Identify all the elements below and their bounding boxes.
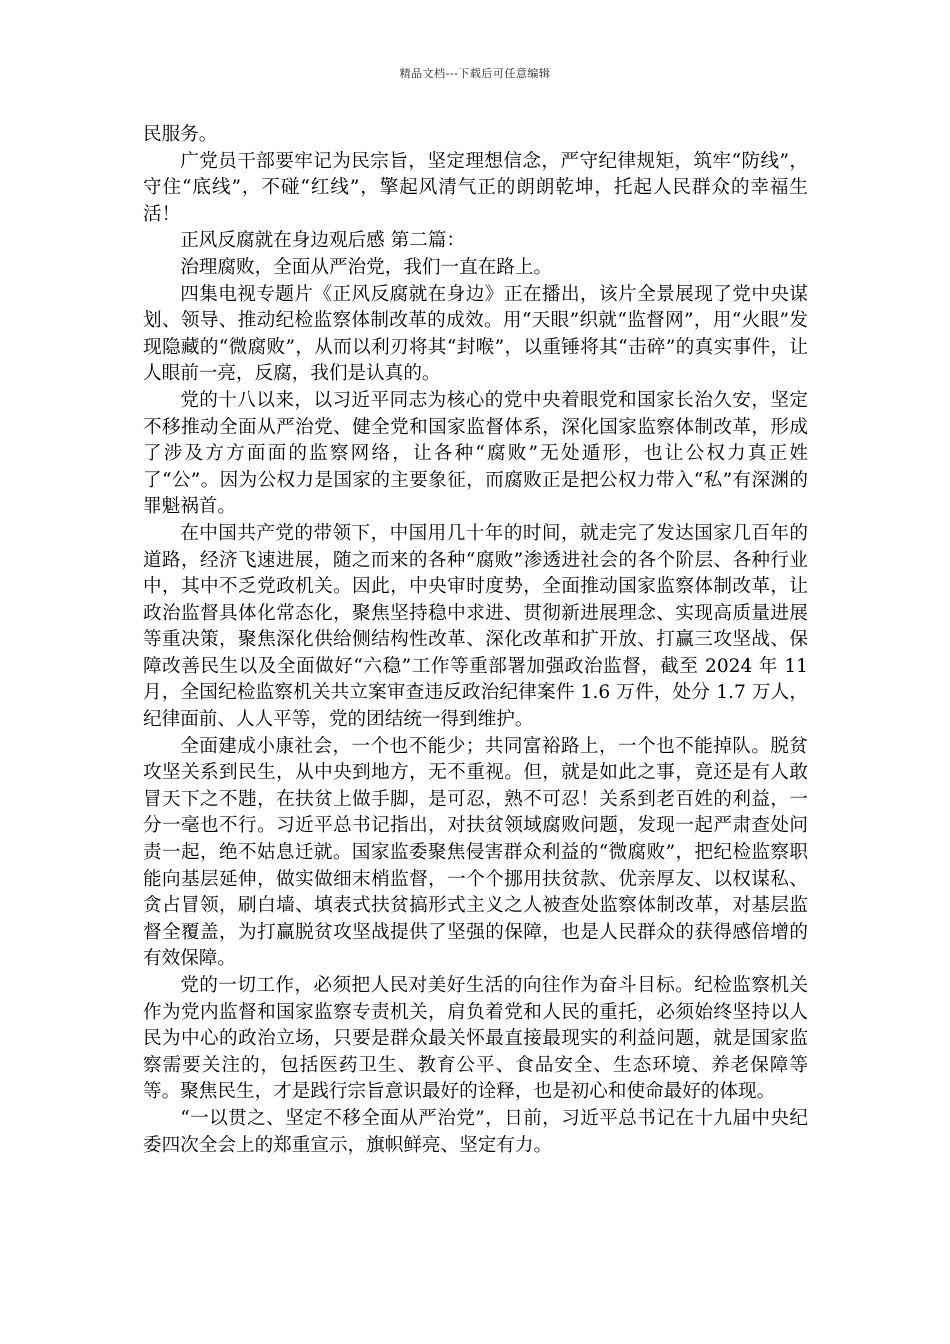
section-heading: 正风反腐就在身边观后感 第二篇： xyxy=(180,230,466,252)
paragraph: 广党员干部要牢记为民宗旨，坚定理想信念，严守纪律规矩，筑牢“防线”，守住“底线”，不碰“红线”，擎起风清气正的朗朗乾坤，托起人民群众的幸福生活！ xyxy=(143,150,808,225)
paragraph: 治理腐败，全面从严治党，我们一直在路上。 xyxy=(180,256,553,278)
paragraph: 民服务。 xyxy=(143,124,218,145)
page-header: 精品文档---下载后可任意编辑 xyxy=(399,67,551,80)
paragraph: 全面建成小康社会，一个也不能少；共同富裕路上，一个也不能掉队。脱贫攻坚关系到民生，从中央到地方，无不重视。但，就是如此之事，竟还是有人敢冒天下之不韪，在扶贫上做手脚，是可忍，熟不可忍！关系到老百姓的利益，一分一毫也不行。习近平总书记指出，对扶贫领域腐败问题，发现一起严肃查处问责一起，绝不姑息迁就。国家监委聚焦侵害群众利益的“微腐败”，把纪检监察职能向基层延伸，做实做细末梢监督，一个个挪用扶贫款、优亲厚友、以权谋私、贪占冒领，刷白墙、填表式扶贫搞形式主义之人被查处监察体制改革，对基层监督全覆盖，为打赢脱贫攻坚战提供了坚强的保障，也是人民群众的获得感倍增的有效保障。 xyxy=(143,735,808,970)
paragraph: 党的十八以来，以习近平同志为核心的党中央着眼党和国家长治久安，坚定不移推动全面从严治党、健全党和国家监督体系，深化国家监察体制改革，形成了涉及方方面面的监察网络，让各种“腐败”无处遁形，也让公权力真正姓了“公”。因为公权力是国家的主要象征，而腐败正是把公权力带入“私”有深渊的罪魁祸首。 xyxy=(143,389,808,518)
paragraph: 党的一切工作，必须把人民对美好生活的向往作为奋斗目标。纪检监察机关作为党内监督和国家监察专责机关，肩负着党和人民的重托，必须始终坚持以人民为中心的政治立场，只要是群众最关怀最直接最现实的利益问题，就是国家监察需要关注的，包括医药卫生、教育公平、食品安全、生态环境、养老保障等等。聚焦民生，才是践行宗旨意识最好的诠释，也是初心和使命最好的体现。 xyxy=(143,975,808,1103)
paragraph: “一以贯之、坚定不移全面从严治党”，日前，习近平总书记在十九届中央纪委四次全会上的郑重宣示，旗帜鲜亮、坚定有力。 xyxy=(143,1107,808,1156)
paragraph: 四集电视专题片《正风反腐就在身边》正在播出，该片全景展现了党中央谋划、领导、推动纪检监察体制改革的成效。用“天眼”织就“监督网”，用“火眼”发现隐藏的“微腐败”，从而以利刃将其“封喉”，以重锤将其“击碎”的真实事件，让人眼前一亮，反腐，我们是认真的。 xyxy=(143,283,808,385)
paragraph: 在中国共产党的带领下，中国用几十年的时间，就走完了发达国家几百年的道路，经济飞速进展，随之而来的各种“腐败”渗透进社会的各个阶层、各种行业中，其中不乏党政机关。因此，中央审时度势，全面推动国家监察体制改革，让政治监督具体化常态化，聚焦坚持稳中求进、贯彻新进展理念、实现高质量进展等重决策，聚焦深化供给侧结构性改革、深化改革和扩开放、打赢三攻坚战、保障改善民生以及全面做好“六稳”工作等重部署加强政治监督，截至 2024 年 11 月，全国纪检监察机关共立案审查违反政治纪律案件 1.6 万件，处分 1.7 万人，纪律面前、人人平等，党的团结统一得到维护。 xyxy=(143,522,808,731)
document-body xyxy=(143,122,808,1159)
